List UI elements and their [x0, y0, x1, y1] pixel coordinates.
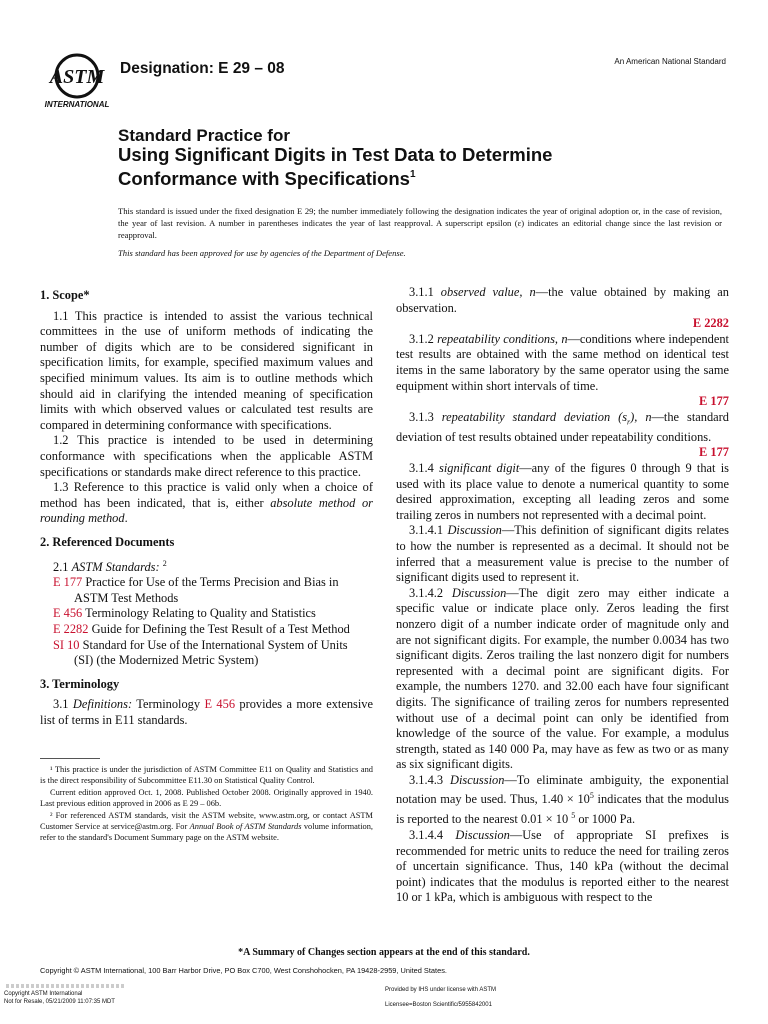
paragraph-1-2: 1.2 This practice is intended to be used in determining conformance with specifications when the applicable ASTM specifications or standards make direct reference to this practice.	[40, 433, 373, 479]
citation	[396, 445, 729, 461]
paragraph-3-1: 3.1 Definitions: Terminology E 456 provides a more extensive list of terms in E11 standards.	[40, 697, 373, 727]
citation-link-e177[interactable]: E 177	[699, 394, 729, 409]
paragraph-1-3: 1.3 Reference to this practice is valid only when a choice of method has been indicated, that is, either absolute method or rounding method.	[40, 480, 373, 526]
definition-significant-digit: 3.1.4 significant digit—any of the figures 0 through 9 that is used with its place value to denote a numerical quantity to some desired approximation, excepting all leading zeros and some trailing zeros in numbers not represented with a decimal point.	[396, 461, 729, 522]
footnotes	[40, 764, 373, 844]
discussion-3-1-4-3: 3.1.4.3 Discussion—To eliminate ambiguity, the exponential notation may be used. Thus, $1.40 \times 10^5$ indicates that the modulus is reported to the nearest 0.01 × 10 $^5$ or 1000 Pa.	[396, 772, 730, 827]
defense-approval: This standard has been approved for use by agencies of the Department of Defense.	[118, 248, 406, 258]
designation: Designation: E 29 – 08	[120, 60, 285, 77]
svg-text:INTERNATIONAL: INTERNATIONAL	[44, 100, 110, 109]
reference-link-si10[interactable]: SI 10	[53, 637, 80, 652]
paragraph-1-1: 1.1 This practice is intended to assist the various technical committees in the use of uniform methods of indicating the number of digits which are to be considered significant in specification limits, for example, specified maximum values and specified minimum values. Its aim is to outline methods which should aid in clarifying the intended meaning of specification limits with which observed values or calculated test results are compared in determining conformance with specifications.	[40, 308, 373, 432]
footnote-divider	[40, 758, 100, 759]
discussion-3-1-4-4: 3.1.4.4 Discussion—Use of appropriate SI prefixes is recommended for metric units to reduce the need for trailing zeros of uncertain significance. Thus, 140 kPa (without the decimal point) indicates that the modulus is reported either to the nearest 10 or 1 kPa, which is ambiguous with respect to the	[396, 827, 730, 905]
reference-link-e2282[interactable]: E 2282	[53, 622, 89, 636]
reference-link-e456-inline[interactable]: E 456	[204, 697, 236, 712]
title-line-2: Using Significant Digits in Test Data to Determine	[118, 144, 553, 165]
reference-item: SI 10 Standard for Use of the International System of Units (SI) (the Modernized Metric System)	[53, 637, 348, 668]
footnote-2: ² For referenced ASTM standards, visit the ASTM website, www.astm.org, or contact ASTM Customer Service at service@astm.org. For Annual Book of ASTM Standards volume information, refer to the standard's Document Summary page on the ASTM website.	[40, 810, 373, 843]
footnote-1: ¹ This practice is under the jurisdiction of ASTM Committee E11 on Quality and Statistics and is the direct responsibility of Subcommittee E11.30 on Statistical Quality Control.	[40, 765, 373, 786]
definition-observed-value: 3.1.1 observed value, n—the value obtained by making an observation.	[396, 285, 729, 315]
watermark-stamp	[6, 984, 126, 988]
footnote-1-edition: Current edition approved Oct. 1, 2008. Published October 2008. Originally approved in 1940. Last previous edition approved in 2006 as E 29 – 06b.	[40, 787, 373, 809]
svg-text:ASTM: ASTM	[49, 66, 105, 88]
paragraph-2-1: 2.1 ASTM Standards: $^2$	[53, 558, 167, 574]
reference-link-e456[interactable]: E 456	[53, 606, 83, 621]
reference-item: E 177 Practice for Use of the Terms Precision and Bias in ASTM Test Methods	[53, 575, 339, 605]
discussion-3-1-4-2: 3.1.4.2 Discussion—The digit zero may either indicate a specific value or indicate place only. Zeros leading the first nonzero digit of a number indicate order of magnitude only and are not significant digits. For example, the number 0.0034 has two significant digits. Zeros trailing the last nonzero digit for numbers represented with a decimal point are significant digits. For example, the numbers 1270. and 32.00 each have four significant digits. The significance of trailing zeros for numbers represented without use of a decimal point can only be identified from knowledge of the source of the value. For example, a modulus strength, stated as 140 000 Pa, may have as few as two or as many as six significant digits.	[396, 585, 729, 772]
definition-repeatability-conditions: 3.1.2 repeatability conditions, n—conditions where independent test results are obtained with the same method on identical test items in the same laboratory by the same operator using the same equipment within short intervals of time.	[396, 331, 729, 393]
citation-link-e177-2[interactable]: E 177	[699, 445, 729, 460]
issuance-notice: This standard is issued under the fixed designation E 29; the number immediately following the designation indicates the year of original adoption or, in the case of revision, the year of last revision. A number in parentheses indicates the year of last reapproval. A superscript epsilon (ε) indicates an editorial change since the last revision or reapproval.	[118, 206, 722, 240]
license-footer-right: Provided by IHS under license with ASTM Licensee=Boston Scientific/5955842001	[385, 987, 497, 1008]
title-line-1: Standard Practice for	[118, 126, 290, 145]
summary-of-changes-note: *A Summary of Changes section appears at the end of this standard.	[238, 947, 530, 958]
left-column	[40, 285, 373, 729]
section-heading-terminology: 3. Terminology	[40, 676, 120, 691]
title-line-3: Conformance with Specifications$^1$	[118, 168, 416, 189]
citation-link-e2282[interactable]: E 2282	[692, 316, 729, 331]
copyright-line: Copyright © ASTM International, 100 Barr Harbor Drive, PO Box C700, West Conshohocken, PA 19428-2959, United States.	[40, 966, 447, 975]
title-footnote-mark: 1	[409, 169, 416, 180]
section-heading-scope: 1. Scope*	[40, 288, 90, 302]
reference-link-e177[interactable]: E 177	[53, 575, 83, 590]
license-footer-left: Copyright ASTM International Not for Resale, 05/21/2009 11:07:35 MDT	[4, 991, 115, 1005]
american-national-standard: An American National Standard	[614, 57, 726, 66]
astm-logo	[44, 52, 110, 110]
citation	[396, 316, 729, 332]
right-column	[396, 285, 729, 906]
citation	[396, 394, 729, 410]
reference-item: E 2282 Guide for Defining the Test Result of a Test Method	[53, 622, 350, 636]
reference-item: E 456 Terminology Relating to Quality and Statistics	[53, 606, 316, 621]
discussion-3-1-4-1: 3.1.4.1 Discussion—This definition of significant digits relates to how the number is represented as a decimal. It should not be inferred that a measurement value is precise to the number of significant digits used to represent it.	[396, 523, 729, 585]
definition-repeatability-sd: 3.1.3 repeatability standard deviation $(s_r)$, n—the standard deviation of test results obtained under repeatability conditions.	[396, 409, 729, 444]
document-title	[118, 126, 718, 189]
section-heading-referenced: 2. Referenced Documents	[40, 534, 175, 549]
